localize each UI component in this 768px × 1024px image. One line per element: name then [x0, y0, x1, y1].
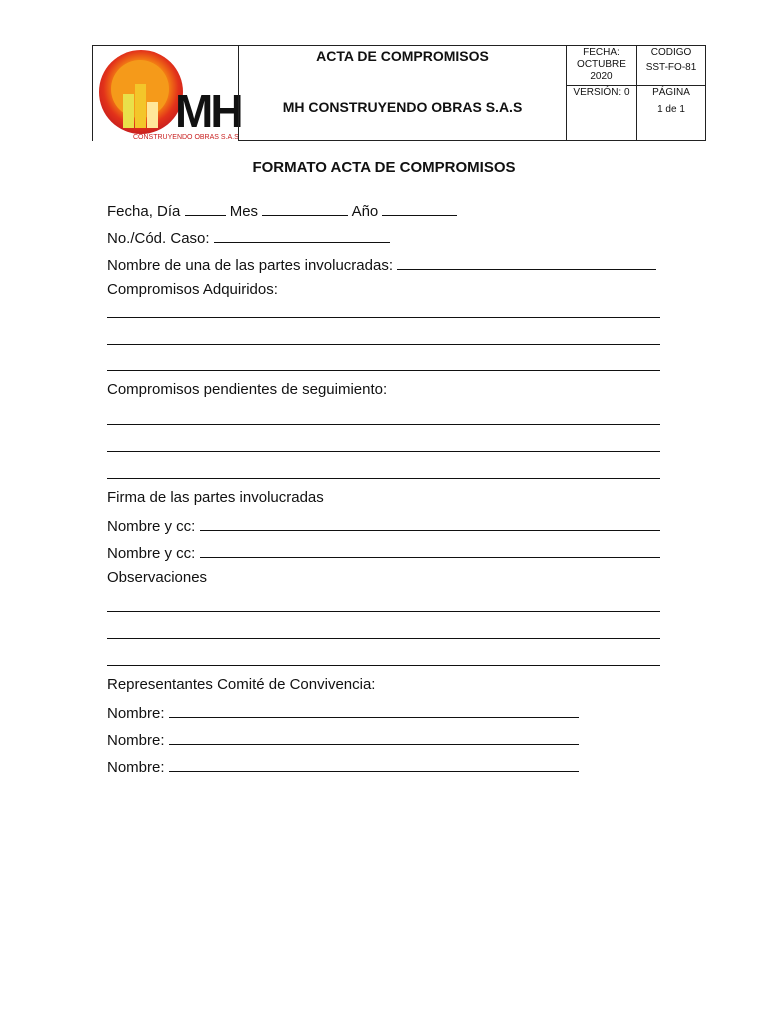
document-header: [92, 45, 706, 141]
fecha-row: [107, 201, 457, 220]
compromisos-pendientes-line-2[interactable]: [107, 451, 660, 452]
pagina-cell: [636, 85, 706, 141]
dia-field[interactable]: [185, 201, 226, 216]
company-logo: [97, 48, 241, 142]
nombre-cc-field-2[interactable]: [200, 543, 660, 558]
mes-field[interactable]: [262, 201, 348, 216]
logo-bar-light: [147, 102, 158, 128]
nombre-field-3[interactable]: [169, 757, 579, 772]
nombre-cc-row-1: [107, 516, 660, 535]
compromisos-adquiridos-line-2[interactable]: [107, 344, 660, 345]
compromisos-pendientes-line-1[interactable]: [107, 424, 660, 425]
nombre-cc-field-1[interactable]: [200, 516, 660, 531]
anio-field[interactable]: [382, 201, 457, 216]
codigo-cell: [636, 45, 706, 86]
compromisos-adquiridos-label: Compromisos Adquiridos:: [107, 281, 278, 298]
nombre-label: Nombre:: [107, 705, 165, 722]
compromisos-adquiridos-line-1[interactable]: [107, 317, 660, 318]
caso-row: [107, 228, 390, 247]
observaciones-line-3[interactable]: [107, 665, 660, 666]
observaciones-line-1[interactable]: [107, 611, 660, 612]
representantes-label: Representantes Comité de Convivencia:: [107, 676, 376, 693]
nombre-row-2: [107, 730, 579, 749]
nombre-cc-row-2: [107, 543, 660, 562]
pagina-label: PÁGINA: [652, 87, 690, 98]
firma-label: Firma de las partes involucradas: [107, 489, 324, 506]
compromisos-pendientes-label: Compromisos pendientes de seguimiento:: [107, 381, 388, 398]
company-name: MH CONSTRUYENDO OBRAS S.A.S: [282, 99, 523, 115]
codigo-value: SST-FO-81: [645, 62, 697, 73]
nombre-parte-field[interactable]: [397, 255, 656, 270]
observaciones-label: Observaciones: [107, 569, 208, 586]
nombre-row-1: [107, 703, 579, 722]
form-title: FORMATO ACTA DE COMPROMISOS: [252, 159, 516, 176]
nombre-label: Nombre:: [107, 759, 165, 776]
nombre-parte-label: Nombre de una de las partes involucradas:: [107, 257, 393, 274]
caso-label: No./Cód. Caso:: [107, 230, 210, 247]
logo-bar-gold: [135, 84, 146, 128]
title-cell: [238, 45, 567, 141]
nombre-cc-label: Nombre y cc:: [107, 545, 196, 562]
compromisos-pendientes-line-3[interactable]: [107, 478, 660, 479]
logo-cell: [92, 45, 239, 141]
fecha-label: FECHA:: [583, 47, 620, 58]
anio-label: Año: [351, 203, 379, 220]
codigo-label: CODIGO: [650, 47, 692, 58]
fecha-cell: [566, 45, 637, 86]
fecha-dia-label: Fecha, Día: [107, 203, 181, 220]
fecha-month: OCTUBRE: [577, 59, 626, 70]
mes-label: Mes: [229, 203, 259, 220]
observaciones-line-2[interactable]: [107, 638, 660, 639]
logo-tagline: CONSTRUYENDO OBRAS S.A.S: [133, 134, 239, 141]
caso-field[interactable]: [214, 228, 390, 243]
nombre-label: Nombre:: [107, 732, 165, 749]
version-cell: [566, 85, 637, 141]
version-label: VERSIÓN: 0: [573, 87, 630, 98]
nombre-cc-label: Nombre y cc:: [107, 518, 196, 535]
logo-mh-text: MH: [175, 85, 241, 137]
fecha-year: 2020: [590, 71, 613, 82]
nombre-field-2[interactable]: [169, 730, 579, 745]
nombre-parte-row: [107, 255, 656, 274]
nombre-row-3: [107, 757, 579, 776]
logo-bar-yellow: [123, 94, 134, 128]
compromisos-adquiridos-line-3[interactable]: [107, 370, 660, 371]
pagina-value: 1 de 1: [657, 104, 685, 115]
document-title: ACTA DE COMPROMISOS: [316, 48, 489, 64]
nombre-field-1[interactable]: [169, 703, 579, 718]
